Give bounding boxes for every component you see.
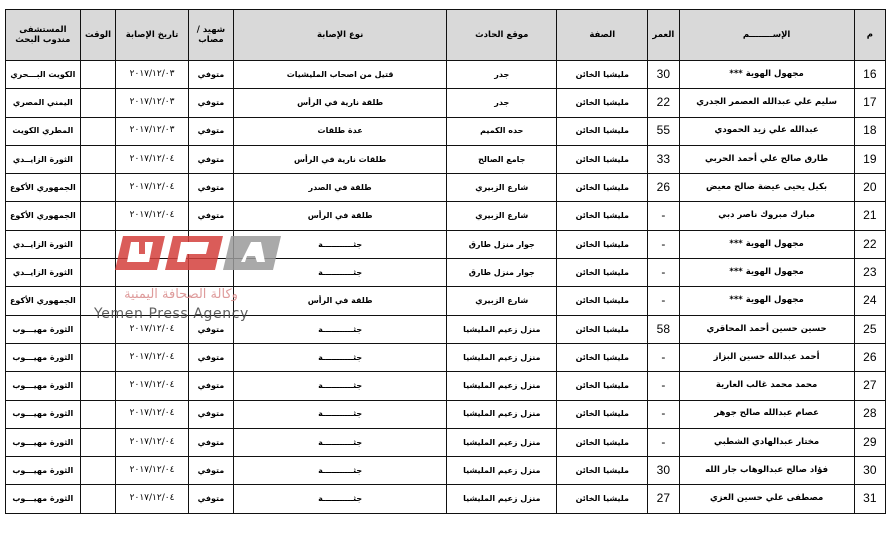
row-age: 58: [648, 315, 679, 343]
row-status: مليشيا الخائن: [557, 372, 648, 400]
row-location: منزل زعيم المليشيا: [447, 485, 557, 513]
row-number: 19: [854, 145, 885, 173]
row-status: مليشيا الخائن: [557, 343, 648, 371]
row-hospital: الثورة مهيـــوب: [6, 343, 81, 371]
row-number: 27: [854, 372, 885, 400]
row-number: 31: [854, 485, 885, 513]
row-hospital: الثورة الزايــدي: [6, 230, 81, 258]
row-time: [80, 145, 116, 173]
row-martyr-status: متوفي: [188, 485, 233, 513]
row-time: [80, 400, 116, 428]
row-injury: جثـــــــــــة: [234, 315, 447, 343]
row-date: ٢٠١٧/١٢/٠٤: [116, 457, 188, 485]
row-location: منزل زعيم المليشيا: [447, 315, 557, 343]
row-location: شارع الزبيري: [447, 174, 557, 202]
row-location: جامع الصالح: [447, 145, 557, 173]
row-location: جدر: [447, 61, 557, 89]
row-martyr-status: متوفي: [188, 145, 233, 173]
row-age: -: [648, 259, 679, 287]
row-name: عصام عبدالله صالح جوهر: [679, 400, 854, 428]
row-location: منزل زعيم المليشيا: [447, 372, 557, 400]
row-hospital: الجمهوري الأكوع: [6, 202, 81, 230]
row-name: عبدالله علي زيد الحمودي: [679, 117, 854, 145]
row-injury: جثـــــــــــة: [234, 485, 447, 513]
row-status: مليشيا الخائن: [557, 428, 648, 456]
row-status: مليشيا الخائن: [557, 315, 648, 343]
row-status: مليشيا الخائن: [557, 259, 648, 287]
row-hospital: الثورة مهيـــوب: [6, 315, 81, 343]
row-status: مليشيا الخائن: [557, 174, 648, 202]
row-age: -: [648, 428, 679, 456]
row-date: [116, 230, 188, 258]
row-hospital: المطري الكويت: [6, 117, 81, 145]
table-row: [6, 400, 886, 428]
row-age: 30: [648, 457, 679, 485]
row-age: -: [648, 400, 679, 428]
row-name: بكيل يحيى عيضة صالح معيض: [679, 174, 854, 202]
table-row: [6, 428, 886, 456]
row-hospital: الثورة مهيـــوب: [6, 372, 81, 400]
table-row: [6, 259, 886, 287]
row-age: -: [648, 202, 679, 230]
row-name: مجهول الهوية ***: [679, 287, 854, 315]
header-age: العمر: [648, 10, 679, 61]
row-time: [80, 259, 116, 287]
row-hospital: الثورة مهيـــوب: [6, 428, 81, 456]
row-status: مليشيا الخائن: [557, 287, 648, 315]
row-time: [80, 174, 116, 202]
table-row: [6, 89, 886, 117]
table-row: [6, 202, 886, 230]
header-date: تاريخ الإصابة: [116, 10, 188, 61]
row-time: [80, 485, 116, 513]
row-location: منزل زعيم المليشيا: [447, 400, 557, 428]
row-date: ٢٠١٧/١٢/٠٣: [116, 61, 188, 89]
table-row: [6, 61, 886, 89]
row-time: [80, 343, 116, 371]
row-age: 55: [648, 117, 679, 145]
row-name: فؤاد صالح عبدالوهاب جار الله: [679, 457, 854, 485]
row-status: مليشيا الخائن: [557, 400, 648, 428]
table-row: [6, 117, 886, 145]
row-date: ٢٠١٧/١٢/٠٤: [116, 315, 188, 343]
table-row: [6, 485, 886, 513]
row-time: [80, 230, 116, 258]
header-no: م: [854, 10, 885, 61]
row-time: [80, 202, 116, 230]
row-time: [80, 89, 116, 117]
row-age: -: [648, 372, 679, 400]
row-hospital: الثورة مهيـــوب: [6, 400, 81, 428]
header-status: الصفة: [557, 10, 648, 61]
row-location: منزل زعيم المليشيا: [447, 343, 557, 371]
row-martyr-status: متوفي: [188, 372, 233, 400]
row-injury: جثـــــــــــة: [234, 259, 447, 287]
table-header-row: [6, 10, 886, 61]
row-location: شارع الزبيري: [447, 202, 557, 230]
row-name: مبارك مبروك ناصر دبي: [679, 202, 854, 230]
row-age: -: [648, 230, 679, 258]
row-status: مليشيا الخائن: [557, 61, 648, 89]
table-row: [6, 174, 886, 202]
row-age: -: [648, 343, 679, 371]
row-location: منزل زعيم المليشيا: [447, 428, 557, 456]
row-age: 26: [648, 174, 679, 202]
row-age: 33: [648, 145, 679, 173]
table-row: [6, 457, 886, 485]
header-injury: نوع الإصابة: [234, 10, 447, 61]
row-date: ٢٠١٧/١٢/٠٤: [116, 174, 188, 202]
row-hospital: الثورة الزايــدي: [6, 259, 81, 287]
row-date: [116, 259, 188, 287]
row-number: 30: [854, 457, 885, 485]
row-injury: جثـــــــــــة: [234, 400, 447, 428]
row-number: 23: [854, 259, 885, 287]
row-name: طارق صالح علي أحمد الحربي: [679, 145, 854, 173]
row-name: أحمد عبدالله حسين البزاز: [679, 343, 854, 371]
row-status: مليشيا الخائن: [557, 485, 648, 513]
row-martyr-status: متوفي: [188, 428, 233, 456]
row-martyr-status: متوفي: [188, 89, 233, 117]
casualty-table-sheet: [5, 9, 886, 514]
row-hospital: اليمني المصري: [6, 89, 81, 117]
row-age: 27: [648, 485, 679, 513]
row-injury: طلقة نارية في الرأس: [234, 89, 447, 117]
row-time: [80, 61, 116, 89]
row-location: جوار منزل طارق: [447, 259, 557, 287]
row-number: 25: [854, 315, 885, 343]
row-date: ٢٠١٧/١٢/٠٤: [116, 372, 188, 400]
row-hospital: الثورة مهيـــوب: [6, 457, 81, 485]
row-number: 24: [854, 287, 885, 315]
row-number: 17: [854, 89, 885, 117]
row-status: مليشيا الخائن: [557, 457, 648, 485]
row-number: 28: [854, 400, 885, 428]
row-number: 26: [854, 343, 885, 371]
row-time: [80, 117, 116, 145]
header-hospital: المستشفى مندوب البحث: [6, 10, 81, 61]
row-location: حده الكميم: [447, 117, 557, 145]
row-martyr-status: متوفي: [188, 117, 233, 145]
row-martyr-status: [188, 230, 233, 258]
row-status: مليشيا الخائن: [557, 89, 648, 117]
header-martyr: [188, 10, 233, 61]
row-date: ٢٠١٧/١٢/٠٤: [116, 145, 188, 173]
row-injury: طلقة في الرأس: [234, 202, 447, 230]
row-martyr-status: متوفي: [188, 343, 233, 371]
row-injury: جثـــــــــــة: [234, 230, 447, 258]
row-martyr-status: متوفي: [188, 174, 233, 202]
table-row: [6, 230, 886, 258]
row-number: 29: [854, 428, 885, 456]
row-status: مليشيا الخائن: [557, 145, 648, 173]
row-location: منزل زعيم المليشيا: [447, 457, 557, 485]
row-name: مجهول الهوية ***: [679, 259, 854, 287]
header-martyr-line2: مصاب: [198, 35, 224, 45]
row-injury: جثـــــــــــة: [234, 343, 447, 371]
row-number: 20: [854, 174, 885, 202]
row-date: ٢٠١٧/١٢/٠٣: [116, 89, 188, 117]
row-martyr-status: متوفي: [188, 400, 233, 428]
row-hospital: الثورة الزايــدي: [6, 145, 81, 173]
header-time: الوقت: [80, 10, 116, 61]
row-name: مصطفى علي حسين العزي: [679, 485, 854, 513]
row-name: مختار عبدالهادي الشطبي: [679, 428, 854, 456]
row-name: حسين حسين أحمد المحاقري: [679, 315, 854, 343]
row-hospital: الجمهوري الأكوع: [6, 174, 81, 202]
row-martyr-status: متوفي: [188, 315, 233, 343]
row-age: 30: [648, 61, 679, 89]
row-status: مليشيا الخائن: [557, 117, 648, 145]
table-row: [6, 145, 886, 173]
row-time: [80, 372, 116, 400]
row-number: 18: [854, 117, 885, 145]
watermark-arabic-text: وكالة الصحافة اليمنية: [124, 287, 238, 302]
header-martyr-line1: شهيد /: [196, 25, 226, 35]
row-location: جدر: [447, 89, 557, 117]
row-number: 22: [854, 230, 885, 258]
row-injury: جثـــــــــــة: [234, 372, 447, 400]
row-injury: طلقة في الصدر: [234, 174, 447, 202]
row-hospital: الجمهوري الأكوع: [6, 287, 81, 315]
row-name: سليم علي عبدالله العصمر الجدري: [679, 89, 854, 117]
row-time: [80, 457, 116, 485]
row-injury: طلقة في الرأس: [234, 287, 447, 315]
row-name: محمد محمد غالب العارية: [679, 372, 854, 400]
row-date: ٢٠١٧/١٢/٠٤: [116, 343, 188, 371]
header-location: موقع الحادث: [447, 10, 557, 61]
row-injury: قتيل من اصحاب المليشيات: [234, 61, 447, 89]
row-age: -: [648, 287, 679, 315]
row-name: مجهول الهوية ***: [679, 61, 854, 89]
row-status: مليشيا الخائن: [557, 202, 648, 230]
row-age: 22: [648, 89, 679, 117]
casualty-table: [5, 9, 886, 514]
row-date: ٢٠١٧/١٢/٠٤: [116, 485, 188, 513]
row-status: مليشيا الخائن: [557, 230, 648, 258]
row-injury: عدة طلقات: [234, 117, 447, 145]
row-date: ٢٠١٧/١٢/٠٤: [116, 428, 188, 456]
row-name: مجهول الهوية ***: [679, 230, 854, 258]
table-row: [6, 343, 886, 371]
row-martyr-status: متوفي: [188, 202, 233, 230]
table-row: [6, 372, 886, 400]
row-martyr-status: [188, 259, 233, 287]
row-hospital: الكويت البـــحري: [6, 61, 81, 89]
row-injury: طلقات نارية في الرأس: [234, 145, 447, 173]
row-martyr-status: متوفي: [188, 61, 233, 89]
row-time: [80, 428, 116, 456]
row-hospital: الثورة مهيـــوب: [6, 485, 81, 513]
row-date: ٢٠١٧/١٢/٠٤: [116, 400, 188, 428]
row-martyr-status: متوفي: [188, 457, 233, 485]
watermark-english-text: Yemen Press Agency: [94, 306, 249, 322]
row-injury: جثـــــــــــة: [234, 457, 447, 485]
row-location: شارع الزبيري: [447, 287, 557, 315]
row-number: 21: [854, 202, 885, 230]
row-date: ٢٠١٧/١٢/٠٤: [116, 202, 188, 230]
header-name: الإســــــــم: [679, 10, 854, 61]
row-location: جوار منزل طارق: [447, 230, 557, 258]
row-number: 16: [854, 61, 885, 89]
row-injury: جثـــــــــــة: [234, 428, 447, 456]
row-date: ٢٠١٧/١٢/٠٣: [116, 117, 188, 145]
